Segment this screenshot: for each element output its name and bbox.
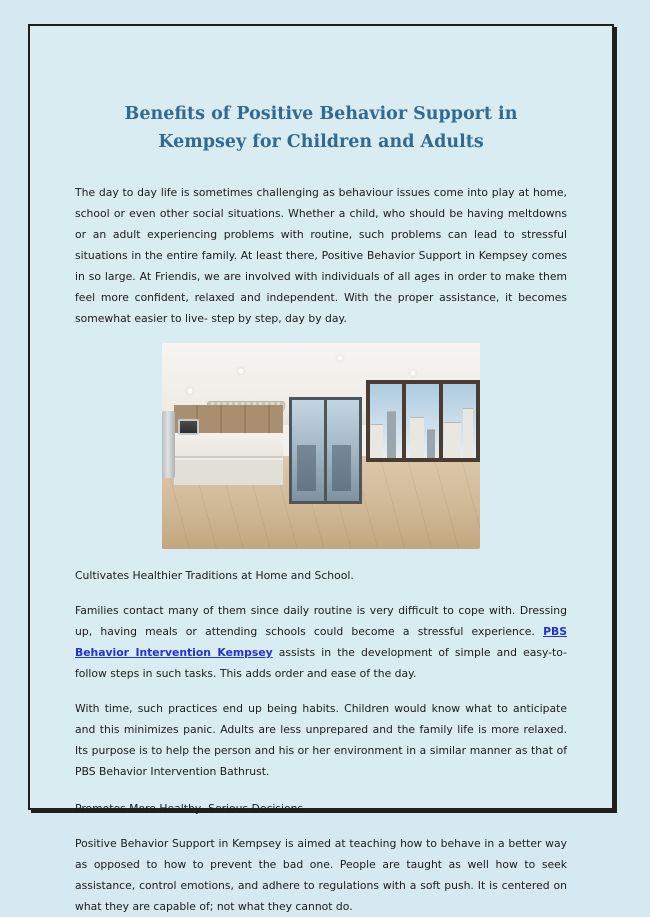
city-building [427,429,435,458]
photo-kitchen [162,405,283,483]
photo-city-windows [366,380,480,462]
apartment-interior-photo [162,343,480,549]
article-image-container [75,343,567,549]
kitchen-fridge [162,411,175,478]
window-pane [443,384,476,458]
ceiling-light [410,370,416,376]
subheading-traditions: Cultivates Healthier Traditions at Home and School. [75,569,354,582]
pbs-kempsey-link[interactable]: PBS Behavior Intervention Kempsey [75,625,567,659]
city-building [444,422,460,459]
subheading-decisions: Promotes More Healthy, Serious Decisions. [75,802,307,815]
city-building [410,417,424,459]
city-building [387,411,397,458]
balcony-glass-pane [327,400,359,501]
photo-balcony-doors [289,397,362,504]
kitchen-lower-cabinets [174,456,283,485]
city-building [463,408,473,458]
window-pane [370,384,403,458]
paragraph-teaching: Positive Behavior Support in Kempsey is aimed at teaching how to behave in a better way as opposed to how to prevent the bad one. People are taught as well how to seek assistance, control emotions, and adhere to regulations with a soft push. It is centered on what they are capable of; not what they cannot do. [75,837,567,913]
kitchen-backsplash [174,433,283,456]
kitchen-microwave [178,419,199,436]
document-title: Benefits of Positive Behavior Support in Kempsey for Children and Adults [124,104,518,152]
window-pane [406,384,439,458]
paragraph-intro: The day to day life is sometimes challenging as behaviour issues come into play at home, school or even other social situations. Whether a child, who should be having meltdowns or an adult experiencing problems with routine, such problems can lead to stressful situations in the entire family. At least there, Positive Behavior Support in Kempsey comes in so large. At Friendis, we are involved with individuals of all ages in order to make them feel more confident, relaxed and independent. With the proper assistance, it becomes somewhat easier to live- step by step, day by day. [75,186,567,325]
document-page [28,24,614,913]
city-building [371,424,383,458]
paragraph-families-text-before: Families contact many of them since daily routine is very difficult to cope with. Dressing up, having meals or attending schools could become a stressful experience. [75,604,567,638]
paragraph-habits: With time, such practices end up being habits. Children would know what to anticipate and this minimizes panic. Adults are less unprepared and the family life is more relaxed. Its purpose is to help the person and his or her environment in a similar manner as that of PBS Behavior Intervention Bathrust. [75,702,567,778]
balcony-glass-pane [292,400,324,501]
paragraph-families-text-after: assists in the development of simple and easy-to-follow steps in such tasks. This adds order and ease of the day. [75,646,567,680]
paragraph-families [75,600,567,684]
